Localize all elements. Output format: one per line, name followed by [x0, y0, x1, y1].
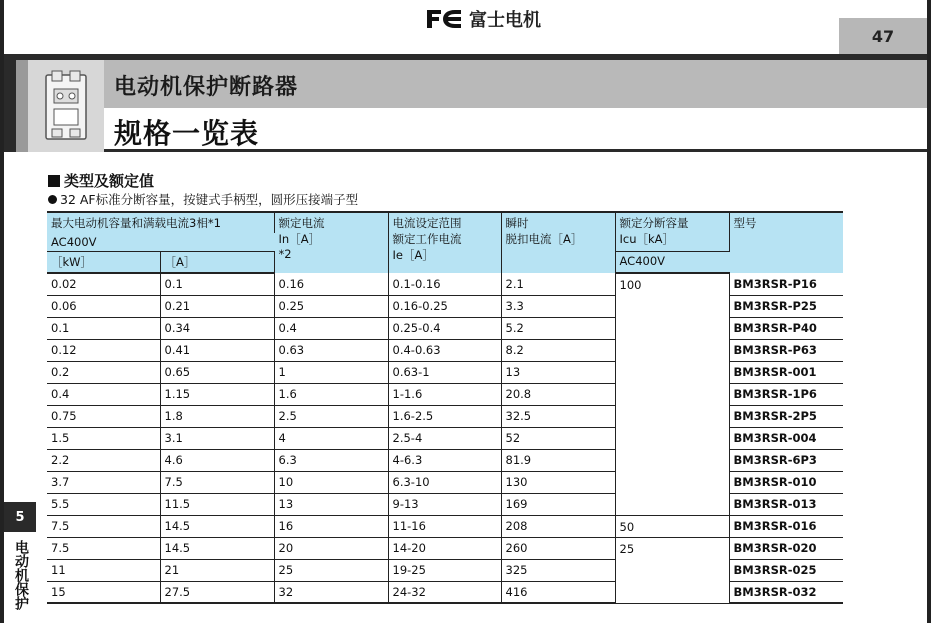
cell-kw: 0.1 [47, 317, 160, 339]
cell-in: 25 [274, 559, 388, 581]
cell-kw: 5.5 [47, 493, 160, 515]
cell-model: BM3RSR-025 [729, 559, 843, 581]
cell-model: BM3RSR-016 [729, 515, 843, 537]
brand [425, 6, 541, 32]
cell-model: BM3RSR-004 [729, 427, 843, 449]
table-row [47, 515, 843, 537]
cell-trip: 325 [501, 559, 615, 581]
header-ac: AC400V [47, 233, 274, 252]
header-model: 型号 [729, 212, 843, 273]
cell-model: BM3RSR-6P3 [729, 449, 843, 471]
cell-trip: 2.1 [501, 273, 615, 295]
cell-kw: 0.75 [47, 405, 160, 427]
cell-model: BM3RSR-P40 [729, 317, 843, 339]
header-in-note: *2 [278, 247, 292, 261]
cell-kw: 15 [47, 581, 160, 603]
header-a: ［A］ [160, 252, 274, 274]
title-accent-dark [4, 60, 16, 152]
cell-kw: 2.2 [47, 449, 160, 471]
cell-a: 0.65 [160, 361, 274, 383]
title-accent-gray [16, 60, 28, 152]
cell-trip: 81.9 [501, 449, 615, 471]
section-heading [48, 170, 154, 191]
cell-model: BM3RSR-010 [729, 471, 843, 493]
cell-kw: 0.06 [47, 295, 160, 317]
table-row [47, 273, 843, 295]
header-setting-range-text: 电流设定范围 [392, 216, 462, 230]
cell-in: 20 [274, 537, 388, 559]
cell-trip: 8.2 [501, 339, 615, 361]
cell-trip: 52 [501, 427, 615, 449]
cell-a: 27.5 [160, 581, 274, 603]
header-rated-current [274, 212, 388, 273]
cell-model: BM3RSR-032 [729, 581, 843, 603]
header-icu-unit: Icu［kA］ [619, 232, 675, 246]
cell-ie: 11-16 [388, 515, 501, 537]
cell-ie: 4-6.3 [388, 449, 501, 471]
header-trip-sub: 脱扣电流［A］ [505, 232, 583, 246]
cell-ie: 6.3-10 [388, 471, 501, 493]
cell-model: BM3RSR-P63 [729, 339, 843, 361]
cell-in: 1 [274, 361, 388, 383]
cell-icu: 100 [615, 273, 729, 515]
cell-in: 4 [274, 427, 388, 449]
cell-icu: 25 [615, 537, 729, 603]
cell-ie: 1-1.6 [388, 383, 501, 405]
cell-a: 4.6 [160, 449, 274, 471]
cell-a: 1.15 [160, 383, 274, 405]
cell-ie: 24-32 [388, 581, 501, 603]
cell-a: 14.5 [160, 537, 274, 559]
cell-kw: 7.5 [47, 515, 160, 537]
header-breaking [615, 212, 729, 252]
cell-model: BM3RSR-P16 [729, 273, 843, 295]
cell-in: 0.4 [274, 317, 388, 339]
cell-ie: 0.4-0.63 [388, 339, 501, 361]
cell-a: 0.21 [160, 295, 274, 317]
cell-a: 0.41 [160, 339, 274, 361]
header-ie-unit: Ie［A］ [392, 248, 434, 262]
square-bullet-icon [48, 175, 60, 187]
cell-kw: 11 [47, 559, 160, 581]
cell-ie: 19-25 [388, 559, 501, 581]
cell-in: 6.3 [274, 449, 388, 471]
page-subtitle: 规格一览表 [114, 117, 260, 150]
cell-model: BM3RSR-1P6 [729, 383, 843, 405]
cell-trip: 208 [501, 515, 615, 537]
header-setting-range [388, 212, 501, 273]
table-row [47, 537, 843, 559]
cell-model: BM3RSR-001 [729, 361, 843, 383]
cell-in: 0.16 [274, 273, 388, 295]
round-bullet-icon [48, 195, 57, 204]
product-thumbnail [28, 60, 104, 152]
cell-a: 3.1 [160, 427, 274, 449]
cell-a: 21 [160, 559, 274, 581]
circuit-breaker-icon [42, 69, 90, 143]
cell-in: 1.6 [274, 383, 388, 405]
brand-name: 富士电机 [469, 10, 541, 31]
header-motor: 最大电动机容量和满载电流3相*1 [47, 212, 274, 233]
section-heading-text: 类型及额定值 [64, 172, 155, 190]
cell-in: 0.63 [274, 339, 388, 361]
page-number: 47 [839, 18, 927, 54]
cell-ie: 0.16-0.25 [388, 295, 501, 317]
cell-model: BM3RSR-013 [729, 493, 843, 515]
cell-trip: 169 [501, 493, 615, 515]
header-icu-ac: AC400V [615, 252, 729, 274]
fuji-logo-icon [425, 8, 463, 30]
cell-model: BM3RSR-P25 [729, 295, 843, 317]
cell-ie: 9-13 [388, 493, 501, 515]
side-tab-label: 电动机保护 [13, 540, 29, 610]
cell-kw: 0.02 [47, 273, 160, 295]
cell-model: BM3RSR-020 [729, 537, 843, 559]
cell-kw: 7.5 [47, 537, 160, 559]
cell-ie: 14-20 [388, 537, 501, 559]
header-breaking-text: 额定分断容量 [619, 216, 689, 230]
section-subtitle-text: 32 AF标准分断容量，按键式手柄型，圆形压接端子型 [60, 192, 359, 207]
section-subtitle [48, 190, 358, 208]
header-trip-text: 瞬时 [505, 216, 529, 230]
cell-in: 2.5 [274, 405, 388, 427]
cell-kw: 0.2 [47, 361, 160, 383]
cell-a: 11.5 [160, 493, 274, 515]
cell-a: 1.8 [160, 405, 274, 427]
spec-table [47, 211, 843, 604]
side-tab-number: 5 [4, 502, 36, 532]
cell-ie: 0.25-0.4 [388, 317, 501, 339]
header-rated-current-text: 额定电流 [278, 216, 325, 230]
cell-ie: 0.63-1 [388, 361, 501, 383]
cell-in: 16 [274, 515, 388, 537]
cell-trip: 3.3 [501, 295, 615, 317]
cell-a: 0.1 [160, 273, 274, 295]
cell-kw: 0.12 [47, 339, 160, 361]
cell-trip: 13 [501, 361, 615, 383]
cell-trip: 130 [501, 471, 615, 493]
cell-ie: 0.1-0.16 [388, 273, 501, 295]
cell-in: 0.25 [274, 295, 388, 317]
header-in-unit: In［A］ [278, 232, 321, 246]
cell-ie: 1.6-2.5 [388, 405, 501, 427]
cell-in: 32 [274, 581, 388, 603]
cell-a: 14.5 [160, 515, 274, 537]
cell-a: 0.34 [160, 317, 274, 339]
cell-trip: 20.8 [501, 383, 615, 405]
cell-kw: 0.4 [47, 383, 160, 405]
cell-kw: 1.5 [47, 427, 160, 449]
cell-trip: 260 [501, 537, 615, 559]
header-setting-sub: 额定工作电流 [392, 232, 462, 246]
cell-ie: 2.5-4 [388, 427, 501, 449]
cell-trip: 5.2 [501, 317, 615, 339]
cell-icu: 50 [615, 515, 729, 537]
page-title: 电动机保护断路器 [114, 75, 299, 100]
cell-in: 13 [274, 493, 388, 515]
spec-table-body [47, 273, 843, 603]
header-trip [501, 212, 615, 273]
cell-trip: 416 [501, 581, 615, 603]
cell-a: 7.5 [160, 471, 274, 493]
cell-trip: 32.5 [501, 405, 615, 427]
cell-kw: 3.7 [47, 471, 160, 493]
cell-model: BM3RSR-2P5 [729, 405, 843, 427]
header-kw: ［kW］ [47, 252, 160, 274]
cell-in: 10 [274, 471, 388, 493]
